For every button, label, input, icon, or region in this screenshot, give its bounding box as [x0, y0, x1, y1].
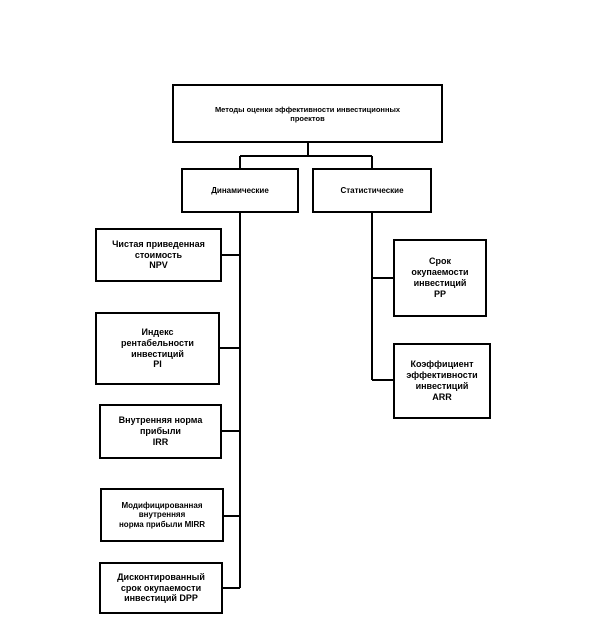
method-npv-label: Чистая приведенная стоимость NPV — [112, 238, 205, 271]
method-dpp-label: Дисконтированный срок окупаемости инвестиций DPP — [117, 571, 205, 604]
method-pi-label: Индекс рентабельности инвестиций PI — [121, 326, 194, 370]
category-node-static — [312, 168, 432, 213]
method-node-mirr — [100, 488, 224, 542]
method-node-irr — [99, 404, 222, 459]
method-mirr-label: Модифицированная внутренняя норма прибыли MIRR — [118, 500, 206, 529]
root-node-investment-methods — [172, 84, 443, 143]
category-static-label: Статистические — [340, 185, 404, 195]
root-node-label: Методы оценки эффективности инвестиционных проектов — [214, 104, 401, 123]
method-node-pi — [95, 312, 220, 385]
method-node-dpp — [99, 562, 223, 614]
category-dynamic-label: Динамические — [211, 185, 269, 195]
method-node-pp — [393, 239, 487, 317]
method-arr-label: Коэффициент эффективности инвестиций ARR — [406, 359, 478, 402]
category-node-dynamic — [181, 168, 299, 213]
method-node-arr — [393, 343, 491, 419]
method-pp-label: Срок окупаемости инвестиций PP — [411, 256, 469, 299]
method-node-npv — [95, 228, 222, 282]
method-irr-label: Внутренняя норма прибыли IRR — [118, 415, 203, 447]
